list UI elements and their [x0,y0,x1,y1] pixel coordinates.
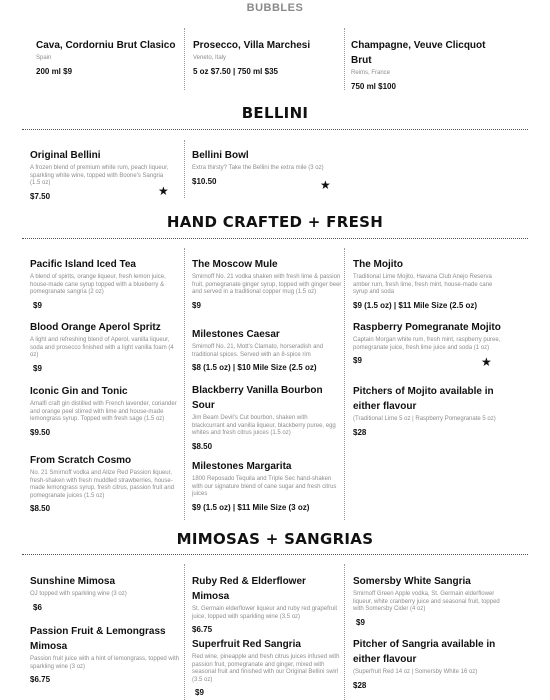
menu-item-moscow-mule [192,257,342,311]
menu-item-prosecco [193,38,343,77]
section-title-bellini: BELLINI [241,104,309,122]
item-description: Smirnoff No. 21, Mott's Clamato, horseradish and traditional spices. Served with an 8-spice rim [192,344,324,358]
menu-item-sangria-pitcher [353,637,508,691]
section-title-mimosas: MIMOSAS + SANGRIAS [176,530,374,548]
menu-item-bellini-bowl [192,148,332,187]
item-description: Jim Beam Devil's Cut bourbon, shaken with blackcurrant and vanilla liqueur, blackberry puree, egg whites and fresh citrus juices (1.5 oz) [192,415,336,436]
menu-item-passion-mimosa [30,624,180,685]
item-name: The Moscow Mule [192,259,278,270]
menu-item-aperol-spritz [30,320,180,374]
menu-item-champagne [351,38,491,92]
menu-item-sunshine-mimosa [30,574,180,613]
featured-star-icon: ★ [320,178,331,192]
item-description: Amalfi craft gin distilled with French lavender, coriander and orange peel stirred with lime and house-made lemongrass syrup. Topped with fresh sage (1.5 oz) [30,401,177,422]
item-price: $7.50 [30,191,51,201]
featured-star-icon: ★ [481,355,492,369]
item-description: Captain Morgan white rum, fresh mint, raspberry puree, pomegranate juice, fresh lime juice and soda (1 oz) [353,337,501,351]
item-price: $9 [356,617,365,627]
item-price: 5 oz $7.50 | 750 ml $35 [193,66,278,76]
section-divider [22,238,528,239]
item-name: Blood Orange Aperol Spritz [30,322,161,333]
menu-item-bourbon-sour [192,383,337,452]
item-description: Smirnoff No. 21 vodka shaken with fresh lime & passion fruit, pomegranate ginger syrup, topped with ginger beer and served in a traditional copper mug (1.5 oz) [192,274,342,295]
item-price: $28 [353,427,367,437]
item-description: No. 21 Smirnoff vodka and Alize Red Passion liqueur, fresh-shaken with fresh muddled strawberries, house-made lemongrass syrup, fresh citrus, passion fruit and pomegranate juices (1.5 oz) [30,470,175,499]
column-divider [344,564,345,700]
item-price: 750 ml $100 [351,81,396,91]
item-name: Sunshine Mimosa [30,576,116,587]
column-divider [184,140,185,198]
item-price: $6.75 [30,675,51,684]
item-price: $9.50 [30,427,51,437]
item-name: Pacific Island Iced Tea [30,259,136,270]
item-price: $8.50 [192,441,213,451]
item-name: Passion Fruit & Lemongrass Mimosa [30,626,166,652]
menu-item-red-sangria [192,637,340,698]
item-name: Blackberry Vanilla Bourbon Sour [192,385,323,411]
item-name: Superfruit Red Sangria [192,639,301,650]
item-name: From Scratch Cosmo [30,455,132,466]
item-price: $9 (1.5 oz) | $11 Mile Size (3 oz) [192,502,310,512]
item-description: A light and refreshing blend of Aperol, vanilla liqueur, soda and prosecco finished with a light vanilla foam (4 oz) [30,337,174,358]
menu-item-white-sangria [353,574,508,628]
item-name: Prosecco, Villa Marchesi [193,40,311,51]
item-price: $9 (1.5 oz) | $11 Mile Size (2.5 oz) [353,300,478,310]
column-divider [184,248,185,520]
item-price: $9 [353,356,362,365]
menu-item-mojito [353,257,508,311]
menu-item-cava [36,38,186,77]
item-price: $9 [33,300,42,310]
item-origin: Spain [36,55,52,61]
item-price: 200 ml $9 [36,66,73,76]
item-name: The Mojito [353,259,403,270]
item-origin: Veneto, Italy [193,55,227,61]
item-price: $10.50 [192,176,217,186]
item-description: St. Germain elderflower liqueur and ruby red grapefruit juice, topped with sparkling wine (3.5 oz) [192,606,338,620]
item-description: (Traditional Lime 5 oz | Raspberry Pomegranate 5 oz) [353,416,496,422]
item-description: Traditional Lime Mojito, Havana Club Anejo Reserva amber rum, fresh lime, fresh mint, house-made cane syrup and soda [353,274,493,295]
menu-item-ruby-mimosa [192,574,340,635]
item-description: OJ topped with sparkling wine (3 oz) [30,591,127,597]
item-name: Pitchers of Mojito available in either flavour [353,386,494,412]
item-name: Champagne, Veuve Clicquot Brut [351,40,486,66]
menu-item-scratch-cosmo [30,453,180,514]
menu-item-gin-tonic [30,384,180,438]
item-name: Ruby Red & Elderflower Mimosa [192,576,306,602]
menu-item-margarita [192,459,342,513]
item-name: Milestones Margarita [192,461,292,472]
item-price: $9 [33,363,42,373]
item-description: A frozen blend of premium white rum, peach liqueur, sparkling white wine, topped with Boone's Sangria (1.5 oz) [30,165,169,186]
item-description: Smirnoff Green Apple vodka, St. Germain elderflower liqueur, white cranberry juice and seasonal fruit, topped with Somersby Cider (4 oz) [353,591,500,612]
item-name: Original Bellini [30,150,101,161]
item-description: A blend of spirits, orange liqueur, fresh lemon juice, house-made cane syrup topped with a blueberry & pomegranate sangria (2 oz) [30,274,166,295]
item-description: (Superfruit Red 14 oz | Somersby White 16 oz) [353,669,478,675]
item-name: Pitcher of Sangria available in either flavour [353,639,496,665]
item-name: Cava, Cordorniu Brut Clasico [36,40,176,51]
menu-item-pacific-iced-tea [30,257,180,311]
item-description: 1800 Reposado Tequila and Triple Sec hand-shaken with our signature blend of cane sugar and fresh citrus juices [192,476,337,497]
item-price: $6 [33,602,42,612]
featured-star-icon: ★ [158,184,169,198]
item-price: $6.75 [192,625,213,634]
section-title-handcrafted: HAND CRAFTED + FRESH [166,213,384,231]
item-price: $28 [353,680,367,690]
menu-item-caesar [192,327,342,373]
column-divider [344,248,345,520]
section-divider [22,554,528,555]
item-price: $8.50 [30,504,51,513]
item-price: $9 [195,688,204,697]
column-divider [344,28,345,90]
column-divider [184,564,185,700]
section-label-bubbles: BUBBLES [246,2,304,14]
item-description: Extra thirsty? Take the Bellini the extra mile (3 oz) [192,165,324,171]
item-description: Passion fruit juice with a hint of lemongrass, topped with sparkling wine (3 oz) [30,656,180,670]
item-price: $9 [192,300,201,310]
menu-item-original-bellini [30,148,170,202]
menu-item-mojito-pitcher [353,384,508,438]
section-divider [22,129,528,130]
item-name: Somersby White Sangria [353,576,471,587]
item-name: Raspberry Pomegranate Mojito [353,322,501,333]
item-origin: Reims, France [351,70,391,76]
item-name: Iconic Gin and Tonic [30,386,128,397]
item-price: $8 (1.5 oz) | $10 Mile Size (2.5 oz) [192,363,317,372]
item-name: Bellini Bowl [192,150,249,161]
item-description: Red wine, pineapple and fresh citrus juices infused with passion fruit, pomegranate and ginger, mixed with seasonal fruit and finished with our Original Bellini swirl (3.5 oz) [192,654,340,683]
item-name: Milestones Caesar [192,329,280,340]
